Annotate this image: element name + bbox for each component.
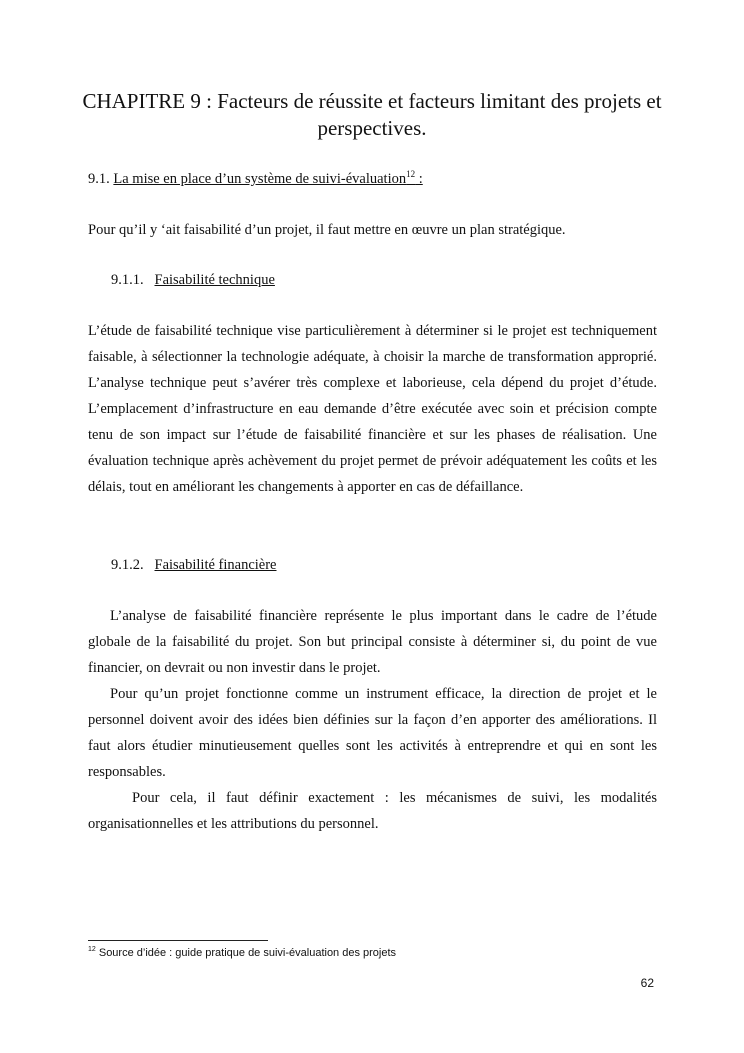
footnote-number: 12 bbox=[88, 946, 96, 953]
section-9-1-1-number: 9.1.1. bbox=[111, 272, 144, 288]
financial-feasibility-paragraph-2: Pour qu’un projet fonctionne comme un instrument efficace, la direction de projet et le personnel doivent avoir des idées bien définies sur la façon d’en apporter des améliorations. Il faut alors étudier minutieusement quelles sont les activités à entreprendre et qui en sont les responsables. bbox=[88, 686, 657, 780]
footnote-ref[interactable]: 12 bbox=[406, 169, 416, 179]
section-9-1-number: 9.1. bbox=[88, 171, 110, 187]
section-9-1-2-heading bbox=[111, 556, 277, 574]
section-9-1-1-heading bbox=[111, 271, 275, 289]
financial-feasibility-paragraph-3: Pour cela, il faut définir exactement : les mécanismes de suivi, les modalités organisationnelles et les attributions du personnel. bbox=[88, 790, 657, 832]
section-9-1-heading bbox=[88, 170, 423, 188]
section-9-1-title-text: La mise en place d’un système de suivi-évaluation bbox=[113, 171, 407, 187]
page-number: 62 bbox=[640, 976, 654, 990]
section-9-1-suffix: : bbox=[415, 171, 423, 187]
chapter-title bbox=[70, 88, 674, 142]
section-9-1-2-title: Faisabilité financière bbox=[154, 557, 277, 573]
chapter-title-line-2: perspectives. bbox=[317, 116, 427, 140]
section-9-1-1-title: Faisabilité technique bbox=[154, 272, 275, 288]
footnote bbox=[88, 947, 396, 959]
footnote-separator bbox=[88, 940, 268, 941]
intro-paragraph: Pour qu’il y ‘ait faisabilité d’un projet, il faut mettre en œuvre un plan stratégique. bbox=[88, 222, 566, 238]
financial-feasibility-paragraph-1: L’analyse de faisabilité financière représente le plus important dans le cadre de l’étude globale de la faisabilité du projet. Son but principal consiste à déterminer si, du point de vue financier, on devrait ou non investir dans le projet. bbox=[88, 608, 657, 676]
technical-feasibility-paragraph: L’étude de faisabilité technique vise particulièrement à déterminer si le projet est techniquement faisable, à sélectionner la technologie adéquate, à choisir la marche de transformation approprié. L’analyse technique peut s’avérer très complexe et laborieuse, cela dépend du projet d’étude. L’emplacement d’infrastructure en eau demande d’être exécutée avec soin et précision compte tenu de son impact sur l’étude de faisabilité financière et sur les phases de réalisation. Une évaluation technique après achèvement du projet permet de prévoir adéquatement les coûts et les délais, tout en améliorant les changements à apporter en cas de défaillance. bbox=[88, 323, 657, 495]
chapter-title-line-1: CHAPITRE 9 : Facteurs de réussite et facteurs limitant des projets et bbox=[82, 89, 662, 113]
section-9-1-2-number: 9.1.2. bbox=[111, 557, 144, 573]
footnote-text: Source d’idée : guide pratique de suivi-évaluation des projets bbox=[95, 947, 397, 959]
section-9-1-title bbox=[113, 171, 422, 187]
